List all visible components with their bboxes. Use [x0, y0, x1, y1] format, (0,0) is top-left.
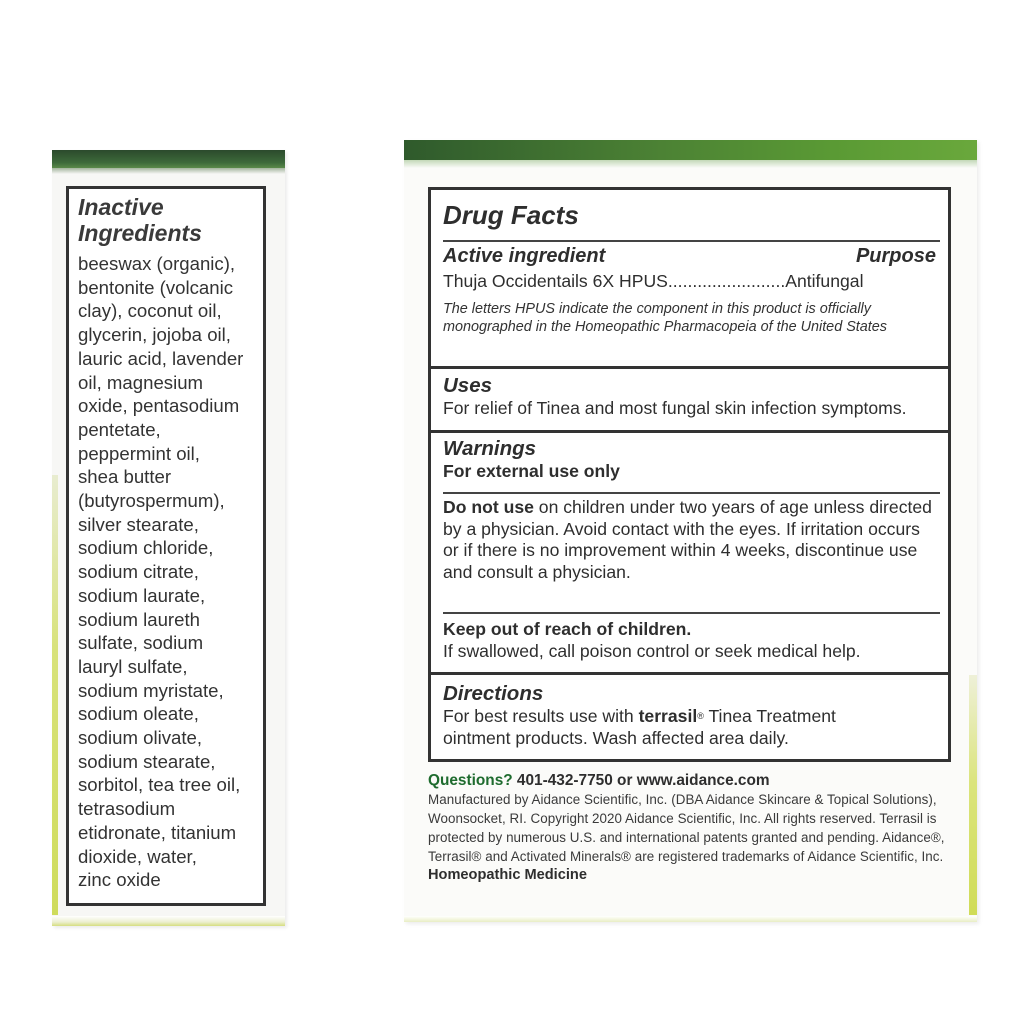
active-ingredient-line: Thuja Occidentails 6X HPUS........................Antifungal [443, 271, 864, 291]
do-not-use-text: on children under two years of age unless directed by a physician. Avoid contact with the eyes. If irritation occurs or if there is no improvement within 4 weeks, discontinue use and consult a physician. [443, 497, 932, 582]
external-use-text: For external use only [443, 461, 620, 481]
do-not-use-section [431, 497, 948, 583]
uses-title: Uses [443, 374, 493, 397]
directions-section [431, 682, 948, 749]
lime-bottom-strip [404, 916, 977, 922]
questions-contact: 401-432-7750 or www.aidance.com [512, 772, 770, 789]
divider [443, 240, 940, 242]
inactive-ingredients-heading [78, 194, 263, 246]
drug-facts-panel [428, 187, 951, 762]
lime-accent-strip [52, 475, 58, 915]
keep-out-section [431, 619, 948, 662]
divider [431, 430, 948, 433]
directions-post: Tinea Treatment ointment products. Wash affected area daily. [443, 706, 836, 748]
questions-label: Questions? [428, 772, 513, 789]
keep-out-text: Keep out of reach of children. [443, 619, 692, 639]
drug-facts-title-section [431, 200, 948, 230]
warnings-section [431, 437, 948, 483]
inactive-ingredients-list: beeswax (organic), bentonite (volcanic clay), coconut oil, glycerin, jojoba oil, lauric acid, lavender oil, magnesium oxide, pentasodium pentetate, peppermint oil, shea butter (butyrospermum), silver stearate, sodium chloride, sodium citrate, sodium laurate, sodium laureth sulfate, sodium lauryl sulfate, sodium myristate, sodium oleate, sodium olivate, sodium stearate, sorbitol, tea tree oil, tetrasodium etidronate, titanium dioxide, water, zinc oxide [78, 253, 244, 891]
manufacturer-text: Manufactured by Aidance Scientific, Inc. (DBA Aidance Skincare & Topical Solutions), Woonsocket, RI. Copyright 2020 Aidance Scientific, Inc. All rights reserved. Terrasil is protected by numerous U.S. and international patents granted and pending. Aidance®, Terrasil® and Activated Minerals® are registered trademarks of Aidance Scientific, Inc. [428, 792, 945, 864]
divider [431, 672, 948, 675]
inactive-ingredients-panel [66, 186, 266, 906]
brand-name: terrasil [638, 706, 698, 726]
manufacturer-footer [428, 771, 958, 885]
green-top-strip [52, 150, 285, 168]
divider [431, 366, 948, 369]
active-ingredient-header: Active ingredient [443, 245, 606, 267]
homeopathic-medicine-label: Homeopathic Medicine [428, 867, 587, 883]
uses-section [431, 374, 948, 420]
divider [443, 492, 940, 494]
directions-pre: For best results use with [443, 706, 639, 726]
box-side-panel [52, 150, 285, 926]
heading-line-2: Ingredients [78, 220, 202, 246]
uses-text: For relief of Tinea and most fungal skin infection symptoms. [443, 398, 907, 418]
heading-line-1: Inactive [78, 194, 164, 220]
lime-accent-strip [969, 675, 977, 915]
directions-title: Directions [443, 682, 544, 705]
do-not-use-label: Do not use [443, 497, 534, 517]
swallowed-text: If swallowed, call poison control or seek medical help. [443, 640, 861, 661]
do-not-use-paragraph [443, 497, 938, 583]
active-ingredient-header-row [443, 244, 936, 268]
hpus-note: The letters HPUS indicate the component in this product is officially monographed in the Homeopathic Pharmacopeia of the United States [443, 300, 887, 335]
lime-bottom-strip [52, 916, 285, 926]
directions-text [443, 706, 908, 749]
purpose-header: Purpose [855, 245, 936, 267]
registered-mark: ® [697, 711, 704, 721]
divider [443, 612, 940, 614]
drug-facts-title: Drug Facts [443, 200, 579, 230]
questions-line [428, 771, 958, 790]
box-front-panel [404, 140, 977, 922]
green-top-strip [404, 140, 977, 160]
warnings-title: Warnings [443, 437, 537, 460]
active-ingredient-section [431, 244, 948, 337]
